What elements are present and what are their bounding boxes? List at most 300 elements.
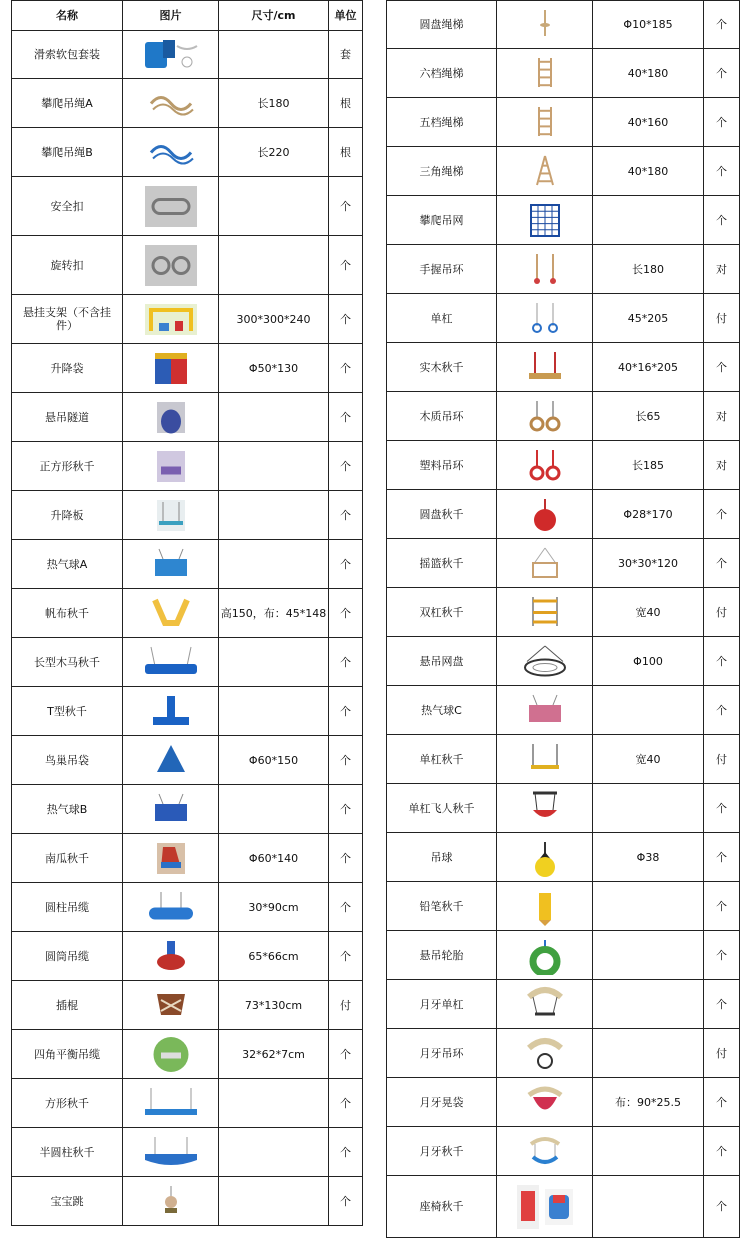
crescent-hammock-icon xyxy=(515,1083,575,1122)
item-name: 月牙晃袋 xyxy=(387,1078,497,1127)
item-name: 半圆柱秋千 xyxy=(12,1128,123,1177)
item-name: 鸟巢吊袋 xyxy=(12,736,123,785)
crescent-bar-icon xyxy=(515,985,575,1024)
item-size xyxy=(593,784,704,833)
item-size: 40*180 xyxy=(593,49,704,98)
item-unit: 个 xyxy=(329,177,363,236)
item-unit: 付 xyxy=(704,735,740,784)
item-image xyxy=(497,441,593,490)
header-unit: 单位 xyxy=(329,1,363,31)
item-image xyxy=(123,638,219,687)
table-row xyxy=(12,1128,363,1177)
disc-rope-ladder-icon xyxy=(515,6,575,44)
item-size xyxy=(219,785,329,834)
cylinder-bolster-icon xyxy=(141,888,201,927)
table-row xyxy=(387,735,740,784)
item-unit: 个 xyxy=(704,490,740,539)
item-name: 悬吊轮胎 xyxy=(387,931,497,980)
triangle-ladder-icon xyxy=(515,152,575,191)
item-name: 圆柱吊缆 xyxy=(12,883,123,932)
balloon-basket-icon xyxy=(141,545,201,584)
product-table-left xyxy=(11,0,363,1226)
item-image xyxy=(123,177,219,236)
item-image xyxy=(497,980,593,1029)
table-row xyxy=(387,833,740,882)
table-row xyxy=(387,637,740,686)
table-row xyxy=(387,147,740,196)
item-size xyxy=(219,393,329,442)
item-unit: 个 xyxy=(704,1127,740,1176)
item-image xyxy=(497,294,593,343)
item-size: Φ38 xyxy=(593,833,704,882)
table-row xyxy=(12,981,363,1030)
item-name: 四角平衡吊缆 xyxy=(12,1030,123,1079)
item-size: 65*66cm xyxy=(219,932,329,981)
item-image xyxy=(497,147,593,196)
table-row xyxy=(12,834,363,883)
item-size xyxy=(593,882,704,931)
item-unit: 个 xyxy=(329,1128,363,1177)
item-unit: 个 xyxy=(704,637,740,686)
item-size xyxy=(219,491,329,540)
item-name: 单杠 xyxy=(387,294,497,343)
item-unit: 个 xyxy=(329,932,363,981)
item-size: 长65 xyxy=(593,392,704,441)
item-name: 宝宝跳 xyxy=(12,1177,123,1226)
item-unit: 个 xyxy=(329,687,363,736)
table-row xyxy=(12,932,363,981)
table-row xyxy=(12,393,363,442)
item-image xyxy=(497,196,593,245)
item-size xyxy=(219,442,329,491)
item-unit: 个 xyxy=(329,638,363,687)
item-unit: 个 xyxy=(704,539,740,588)
item-image xyxy=(497,784,593,833)
item-unit: 个 xyxy=(704,980,740,1029)
balance-platform-icon xyxy=(141,1035,201,1074)
item-image xyxy=(123,491,219,540)
table-row xyxy=(387,1127,740,1176)
item-unit: 个 xyxy=(329,491,363,540)
pencil-swing-icon xyxy=(515,887,575,926)
item-unit: 付 xyxy=(704,588,740,637)
item-unit: 个 xyxy=(329,883,363,932)
item-unit: 个 xyxy=(329,1030,363,1079)
item-image xyxy=(497,637,593,686)
item-unit: 个 xyxy=(704,1176,740,1238)
item-name: 滑索软包套装 xyxy=(12,31,123,79)
item-name: 正方形秋千 xyxy=(12,442,123,491)
item-unit: 对 xyxy=(704,245,740,294)
item-unit: 根 xyxy=(329,79,363,128)
t-swing-icon xyxy=(141,692,201,731)
item-name: 摇篮秋千 xyxy=(387,539,497,588)
item-size: 30*90cm xyxy=(219,883,329,932)
item-unit: 套 xyxy=(329,31,363,79)
cradle-swing-icon xyxy=(515,544,575,583)
table-row xyxy=(12,638,363,687)
item-name: 攀爬吊绳B xyxy=(12,128,123,177)
item-name: 热气球A xyxy=(12,540,123,589)
item-image xyxy=(497,882,593,931)
wood-swing-icon xyxy=(515,348,575,387)
item-unit: 个 xyxy=(329,1177,363,1226)
balloon-basket-icon xyxy=(141,790,201,829)
item-unit: 个 xyxy=(704,1,740,49)
item-image xyxy=(123,344,219,393)
item-name: 月牙吊环 xyxy=(387,1029,497,1078)
item-unit: 个 xyxy=(329,834,363,883)
table-row xyxy=(387,539,740,588)
table-row xyxy=(387,196,740,245)
item-image xyxy=(123,128,219,177)
lift-board-icon xyxy=(141,496,201,535)
item-name: 塑料吊环 xyxy=(387,441,497,490)
flying-swing-icon xyxy=(515,789,575,828)
item-image xyxy=(497,1078,593,1127)
item-image xyxy=(497,49,593,98)
item-name: 插棍 xyxy=(12,981,123,1030)
frame-icon xyxy=(141,300,201,339)
item-unit: 个 xyxy=(704,931,740,980)
item-image xyxy=(123,834,219,883)
item-image xyxy=(497,1029,593,1078)
item-unit: 个 xyxy=(704,1078,740,1127)
item-name: 双杠秋千 xyxy=(387,588,497,637)
item-name: 攀爬吊网 xyxy=(387,196,497,245)
item-name: 悬吊隧道 xyxy=(12,393,123,442)
table-header-row xyxy=(12,1,363,31)
item-size: 73*130cm xyxy=(219,981,329,1030)
item-unit: 根 xyxy=(329,128,363,177)
table-row xyxy=(12,128,363,177)
table-row xyxy=(12,236,363,295)
table-row xyxy=(387,1029,740,1078)
item-name: 三角绳梯 xyxy=(387,147,497,196)
table-row xyxy=(12,344,363,393)
item-size xyxy=(219,1128,329,1177)
table-row xyxy=(12,177,363,236)
wood-rings-icon xyxy=(515,397,575,436)
item-unit: 对 xyxy=(704,392,740,441)
item-size: 长180 xyxy=(593,245,704,294)
item-size xyxy=(593,980,704,1029)
item-image xyxy=(123,589,219,638)
item-name: 圆筒吊缆 xyxy=(12,932,123,981)
item-name: 座椅秋千 xyxy=(387,1176,497,1238)
item-name: 单杠飞人秋千 xyxy=(387,784,497,833)
item-name: 六档绳梯 xyxy=(387,49,497,98)
item-size: 30*30*120 xyxy=(593,539,704,588)
item-size: 长220 xyxy=(219,128,329,177)
item-name: 帆布秋千 xyxy=(12,589,123,638)
item-image xyxy=(497,1127,593,1176)
trapeze-bar-icon xyxy=(515,740,575,779)
crescent-swing-icon xyxy=(515,1132,575,1171)
table-row xyxy=(387,294,740,343)
item-image xyxy=(497,931,593,980)
item-unit: 个 xyxy=(329,236,363,295)
item-size: Φ28*170 xyxy=(593,490,704,539)
item-name: 木质吊环 xyxy=(387,392,497,441)
item-image xyxy=(497,1,593,49)
item-image xyxy=(123,736,219,785)
double-bar-ladder-icon xyxy=(515,593,575,632)
item-size xyxy=(593,1029,704,1078)
table-row xyxy=(387,343,740,392)
header-name: 名称 xyxy=(12,1,123,31)
pumpkin-swing-icon xyxy=(141,839,201,878)
item-name: 方形秋千 xyxy=(12,1079,123,1128)
header-size: 尺寸/cm xyxy=(219,1,329,31)
item-image xyxy=(497,1176,593,1238)
seat-swing-icon xyxy=(515,1181,575,1233)
zipline-kit-icon xyxy=(141,36,201,74)
stick-swing-icon xyxy=(141,986,201,1025)
item-name: 圆盘秋千 xyxy=(387,490,497,539)
table-row xyxy=(12,79,363,128)
item-name: 吊球 xyxy=(387,833,497,882)
item-size xyxy=(593,196,704,245)
item-unit: 个 xyxy=(329,589,363,638)
carabiner-icon xyxy=(141,182,201,231)
item-name: 攀爬吊绳A xyxy=(12,79,123,128)
table-row xyxy=(387,882,740,931)
item-unit: 付 xyxy=(329,981,363,1030)
plastic-rings-icon xyxy=(515,446,575,485)
item-size xyxy=(593,1127,704,1176)
item-size xyxy=(219,236,329,295)
table-row xyxy=(387,784,740,833)
item-name: 悬吊网盘 xyxy=(387,637,497,686)
header-image: 图片 xyxy=(123,1,219,31)
item-image xyxy=(123,1177,219,1226)
item-size xyxy=(219,1177,329,1226)
item-size: 高150，布：45*148 xyxy=(219,589,329,638)
item-name: 手握吊环 xyxy=(387,245,497,294)
item-image xyxy=(123,981,219,1030)
item-image xyxy=(497,392,593,441)
climbing-rope-icon xyxy=(141,133,201,172)
table-row xyxy=(387,980,740,1029)
item-size xyxy=(593,931,704,980)
item-unit: 个 xyxy=(329,442,363,491)
item-name: 热气球B xyxy=(12,785,123,834)
item-unit: 付 xyxy=(704,1029,740,1078)
hand-rings-icon xyxy=(515,250,575,289)
table-row xyxy=(387,245,740,294)
item-size: Φ100 xyxy=(593,637,704,686)
item-image xyxy=(123,393,219,442)
item-image xyxy=(123,785,219,834)
item-size xyxy=(219,31,329,79)
rope-ladder-icon xyxy=(515,54,575,93)
table-row xyxy=(387,1078,740,1127)
hanging-ball-icon xyxy=(515,838,575,877)
nest-bag-icon xyxy=(141,741,201,780)
item-image xyxy=(497,490,593,539)
item-image xyxy=(123,79,219,128)
baby-jumper-icon xyxy=(141,1182,201,1221)
item-name: 实木秋千 xyxy=(387,343,497,392)
swivel-icon xyxy=(141,241,201,290)
item-image xyxy=(123,236,219,295)
item-name: 五档绳梯 xyxy=(387,98,497,147)
item-image xyxy=(123,540,219,589)
item-unit: 个 xyxy=(704,343,740,392)
item-unit: 个 xyxy=(329,736,363,785)
item-image xyxy=(123,1128,219,1177)
long-horse-swing-icon xyxy=(141,643,201,682)
table-row xyxy=(12,736,363,785)
climbing-rope-icon xyxy=(141,84,201,123)
item-size: 32*62*7cm xyxy=(219,1030,329,1079)
item-name: 南瓜秋千 xyxy=(12,834,123,883)
item-size xyxy=(219,638,329,687)
item-unit: 个 xyxy=(704,784,740,833)
item-size: 宽40 xyxy=(593,588,704,637)
item-name: 旋转扣 xyxy=(12,236,123,295)
half-cylinder-swing-icon xyxy=(141,1133,201,1172)
item-unit: 个 xyxy=(329,344,363,393)
item-size: 40*180 xyxy=(593,147,704,196)
item-image xyxy=(497,539,593,588)
item-size xyxy=(593,1176,704,1238)
lift-bag-icon xyxy=(141,349,201,388)
item-name: 升降袋 xyxy=(12,344,123,393)
tire-swing-icon xyxy=(515,936,575,975)
drum-bolster-icon xyxy=(141,937,201,976)
platform-swing-icon xyxy=(141,1084,201,1123)
item-unit: 个 xyxy=(704,147,740,196)
item-image xyxy=(497,98,593,147)
table-row xyxy=(387,1176,740,1238)
table-row xyxy=(387,490,740,539)
table-row xyxy=(12,589,363,638)
item-name: 安全扣 xyxy=(12,177,123,236)
table-row xyxy=(12,1079,363,1128)
item-size: Φ50*130 xyxy=(219,344,329,393)
item-image xyxy=(497,343,593,392)
item-unit: 个 xyxy=(704,833,740,882)
item-unit: 对 xyxy=(704,441,740,490)
table-row xyxy=(12,883,363,932)
item-image xyxy=(497,245,593,294)
tunnel-icon xyxy=(141,398,201,437)
item-size: 40*160 xyxy=(593,98,704,147)
product-table-right xyxy=(386,0,740,1238)
table-row xyxy=(12,442,363,491)
item-unit: 个 xyxy=(704,686,740,735)
item-size: 布：90*25.5 xyxy=(593,1078,704,1127)
item-size: 300*300*240 xyxy=(219,295,329,344)
table-row xyxy=(12,687,363,736)
nest-swing-icon xyxy=(515,642,575,681)
item-unit: 个 xyxy=(329,1079,363,1128)
item-size: Φ10*185 xyxy=(593,1,704,49)
item-name: 悬挂支架（不含挂件） xyxy=(12,295,123,344)
table-row xyxy=(12,31,363,79)
table-row xyxy=(387,441,740,490)
item-unit: 个 xyxy=(704,49,740,98)
item-size xyxy=(219,687,329,736)
table-row xyxy=(387,392,740,441)
item-unit: 个 xyxy=(704,98,740,147)
item-unit: 个 xyxy=(329,393,363,442)
item-name: 铅笔秋千 xyxy=(387,882,497,931)
item-unit: 个 xyxy=(704,882,740,931)
item-unit: 付 xyxy=(704,294,740,343)
table-row xyxy=(12,540,363,589)
item-image xyxy=(497,833,593,882)
item-name: T型秋千 xyxy=(12,687,123,736)
item-image xyxy=(123,1079,219,1128)
item-image xyxy=(497,588,593,637)
item-unit: 个 xyxy=(704,196,740,245)
canvas-swing-icon xyxy=(141,594,201,633)
rope-ladder-icon xyxy=(515,103,575,142)
table-row xyxy=(12,1177,363,1226)
item-size: 45*205 xyxy=(593,294,704,343)
item-name: 单杠秋千 xyxy=(387,735,497,784)
table-row xyxy=(387,588,740,637)
climbing-net-icon xyxy=(515,201,575,240)
item-name: 圆盘绳梯 xyxy=(387,1,497,49)
table-row xyxy=(387,49,740,98)
table-row xyxy=(12,785,363,834)
disc-swing-icon xyxy=(515,495,575,534)
item-name: 热气球C xyxy=(387,686,497,735)
table-row xyxy=(387,98,740,147)
item-size: 长185 xyxy=(593,441,704,490)
item-unit: 个 xyxy=(329,540,363,589)
square-swing-icon xyxy=(141,447,201,486)
item-image xyxy=(123,295,219,344)
table-row xyxy=(387,686,740,735)
item-size: Φ60*150 xyxy=(219,736,329,785)
item-name: 长型木马秋千 xyxy=(12,638,123,687)
item-size: Φ60*140 xyxy=(219,834,329,883)
item-image xyxy=(497,686,593,735)
item-unit: 个 xyxy=(329,295,363,344)
table-row xyxy=(387,931,740,980)
item-size xyxy=(219,540,329,589)
item-image xyxy=(123,1030,219,1079)
item-name: 升降板 xyxy=(12,491,123,540)
item-unit: 个 xyxy=(329,785,363,834)
item-image xyxy=(497,735,593,784)
item-image xyxy=(123,31,219,79)
item-image xyxy=(123,932,219,981)
table-row xyxy=(12,295,363,344)
item-image xyxy=(123,687,219,736)
balloon-basket-icon xyxy=(515,691,575,730)
item-size: 宽40 xyxy=(593,735,704,784)
item-image xyxy=(123,442,219,491)
crescent-ring-icon xyxy=(515,1034,575,1073)
item-size: 长180 xyxy=(219,79,329,128)
single-bar-icon xyxy=(515,299,575,338)
item-size xyxy=(219,1079,329,1128)
item-size xyxy=(219,177,329,236)
table-row xyxy=(12,1030,363,1079)
table-row xyxy=(387,1,740,49)
table-row xyxy=(12,491,363,540)
item-name: 月牙秋千 xyxy=(387,1127,497,1176)
item-name: 月牙单杠 xyxy=(387,980,497,1029)
item-size: 40*16*205 xyxy=(593,343,704,392)
item-image xyxy=(123,883,219,932)
